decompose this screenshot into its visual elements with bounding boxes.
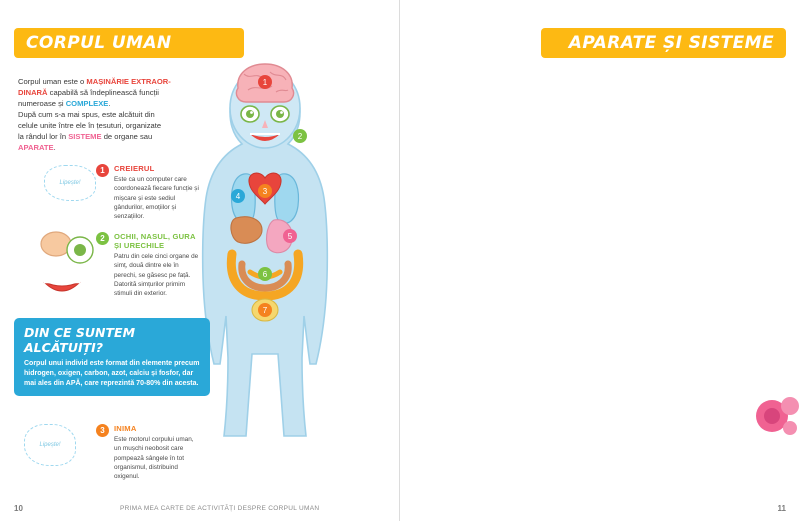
right-header-title: APARATE ȘI SISTEME (568, 33, 774, 53)
face-parts-illustration (36, 228, 98, 308)
left-item-2-title: OCHII, NASUL, GURA ȘI URECHILE (114, 232, 196, 250)
left-item-3-badge: 3 (96, 424, 109, 437)
svg-text:1: 1 (262, 78, 268, 87)
left-item-1-text: Este ca un computer care coordonează fiecare funcție și mișcare și este sediul gândurilor, emoțiilor și senzațiilor. (114, 176, 199, 221)
right-page (400, 0, 800, 521)
left-item-1-badge: 1 (96, 164, 109, 177)
svg-text:6: 6 (262, 270, 268, 279)
composition-blue-box (14, 318, 210, 396)
left-footer-text: PRIMA MEA CARTE DE ACTIVITĂȚI DESPRE CORPUL UMAN (120, 505, 320, 512)
left-page-number: 10 (14, 504, 23, 513)
left-page-header (14, 28, 244, 58)
left-header-title: CORPUL UMAN (26, 33, 172, 53)
left-intro-text: Corpul uman este o MAȘINĂRIE EXTRAOR- DINARĂ capabilă să îndeplinească funcții numeroase și COMPLEXE. După cum s-a mai spus, este alcătuit din celule unite între ele în țesuturi, organizate la rândul lor în SISTEME de organe sau APARATE. (18, 77, 171, 152)
right-page-header (541, 28, 786, 58)
left-item-1-title: CREIERUL (114, 164, 155, 173)
svg-text:3: 3 (262, 187, 268, 196)
left-item-2-badge: 2 (96, 232, 109, 245)
left-item-2-text: Patru din cele cinci organe de simț, două dintre ele în perechi, se găsesc pe față. Datorită simțurilor primim stimuli din exterior. (114, 253, 199, 298)
svg-text:4: 4 (235, 192, 241, 201)
left-item-1 (96, 164, 200, 221)
sticker-placeholder-brain[interactable]: Lipește! (44, 165, 96, 201)
sticker-placeholder-heart[interactable]: Lipește! (24, 424, 76, 466)
blue-box-title: DIN CE SUNTEM ALCĂTUIȚI? (24, 325, 136, 355)
svg-text:2: 2 (297, 132, 303, 141)
svg-text:7: 7 (262, 306, 268, 315)
right-page-number: 11 (777, 504, 786, 513)
blood-cells-illustration (752, 392, 800, 444)
left-item-3 (96, 424, 200, 481)
left-item-2 (96, 232, 200, 298)
left-item-3-text: Este motorul corpului uman, un mușchi neobosit care pompează sângele în tot organismul, distribuind oxigenul. (114, 436, 194, 481)
blue-box-text: Corpul unui individ este format din elemente precum hidrogen, oxigen, carbon, azot, calciu și fosfor, dar mai ales din APĂ, care reprezintă 70-80% din acesta. (24, 360, 200, 388)
left-item-3-title: INIMA (114, 424, 137, 433)
svg-text:5: 5 (287, 232, 293, 241)
